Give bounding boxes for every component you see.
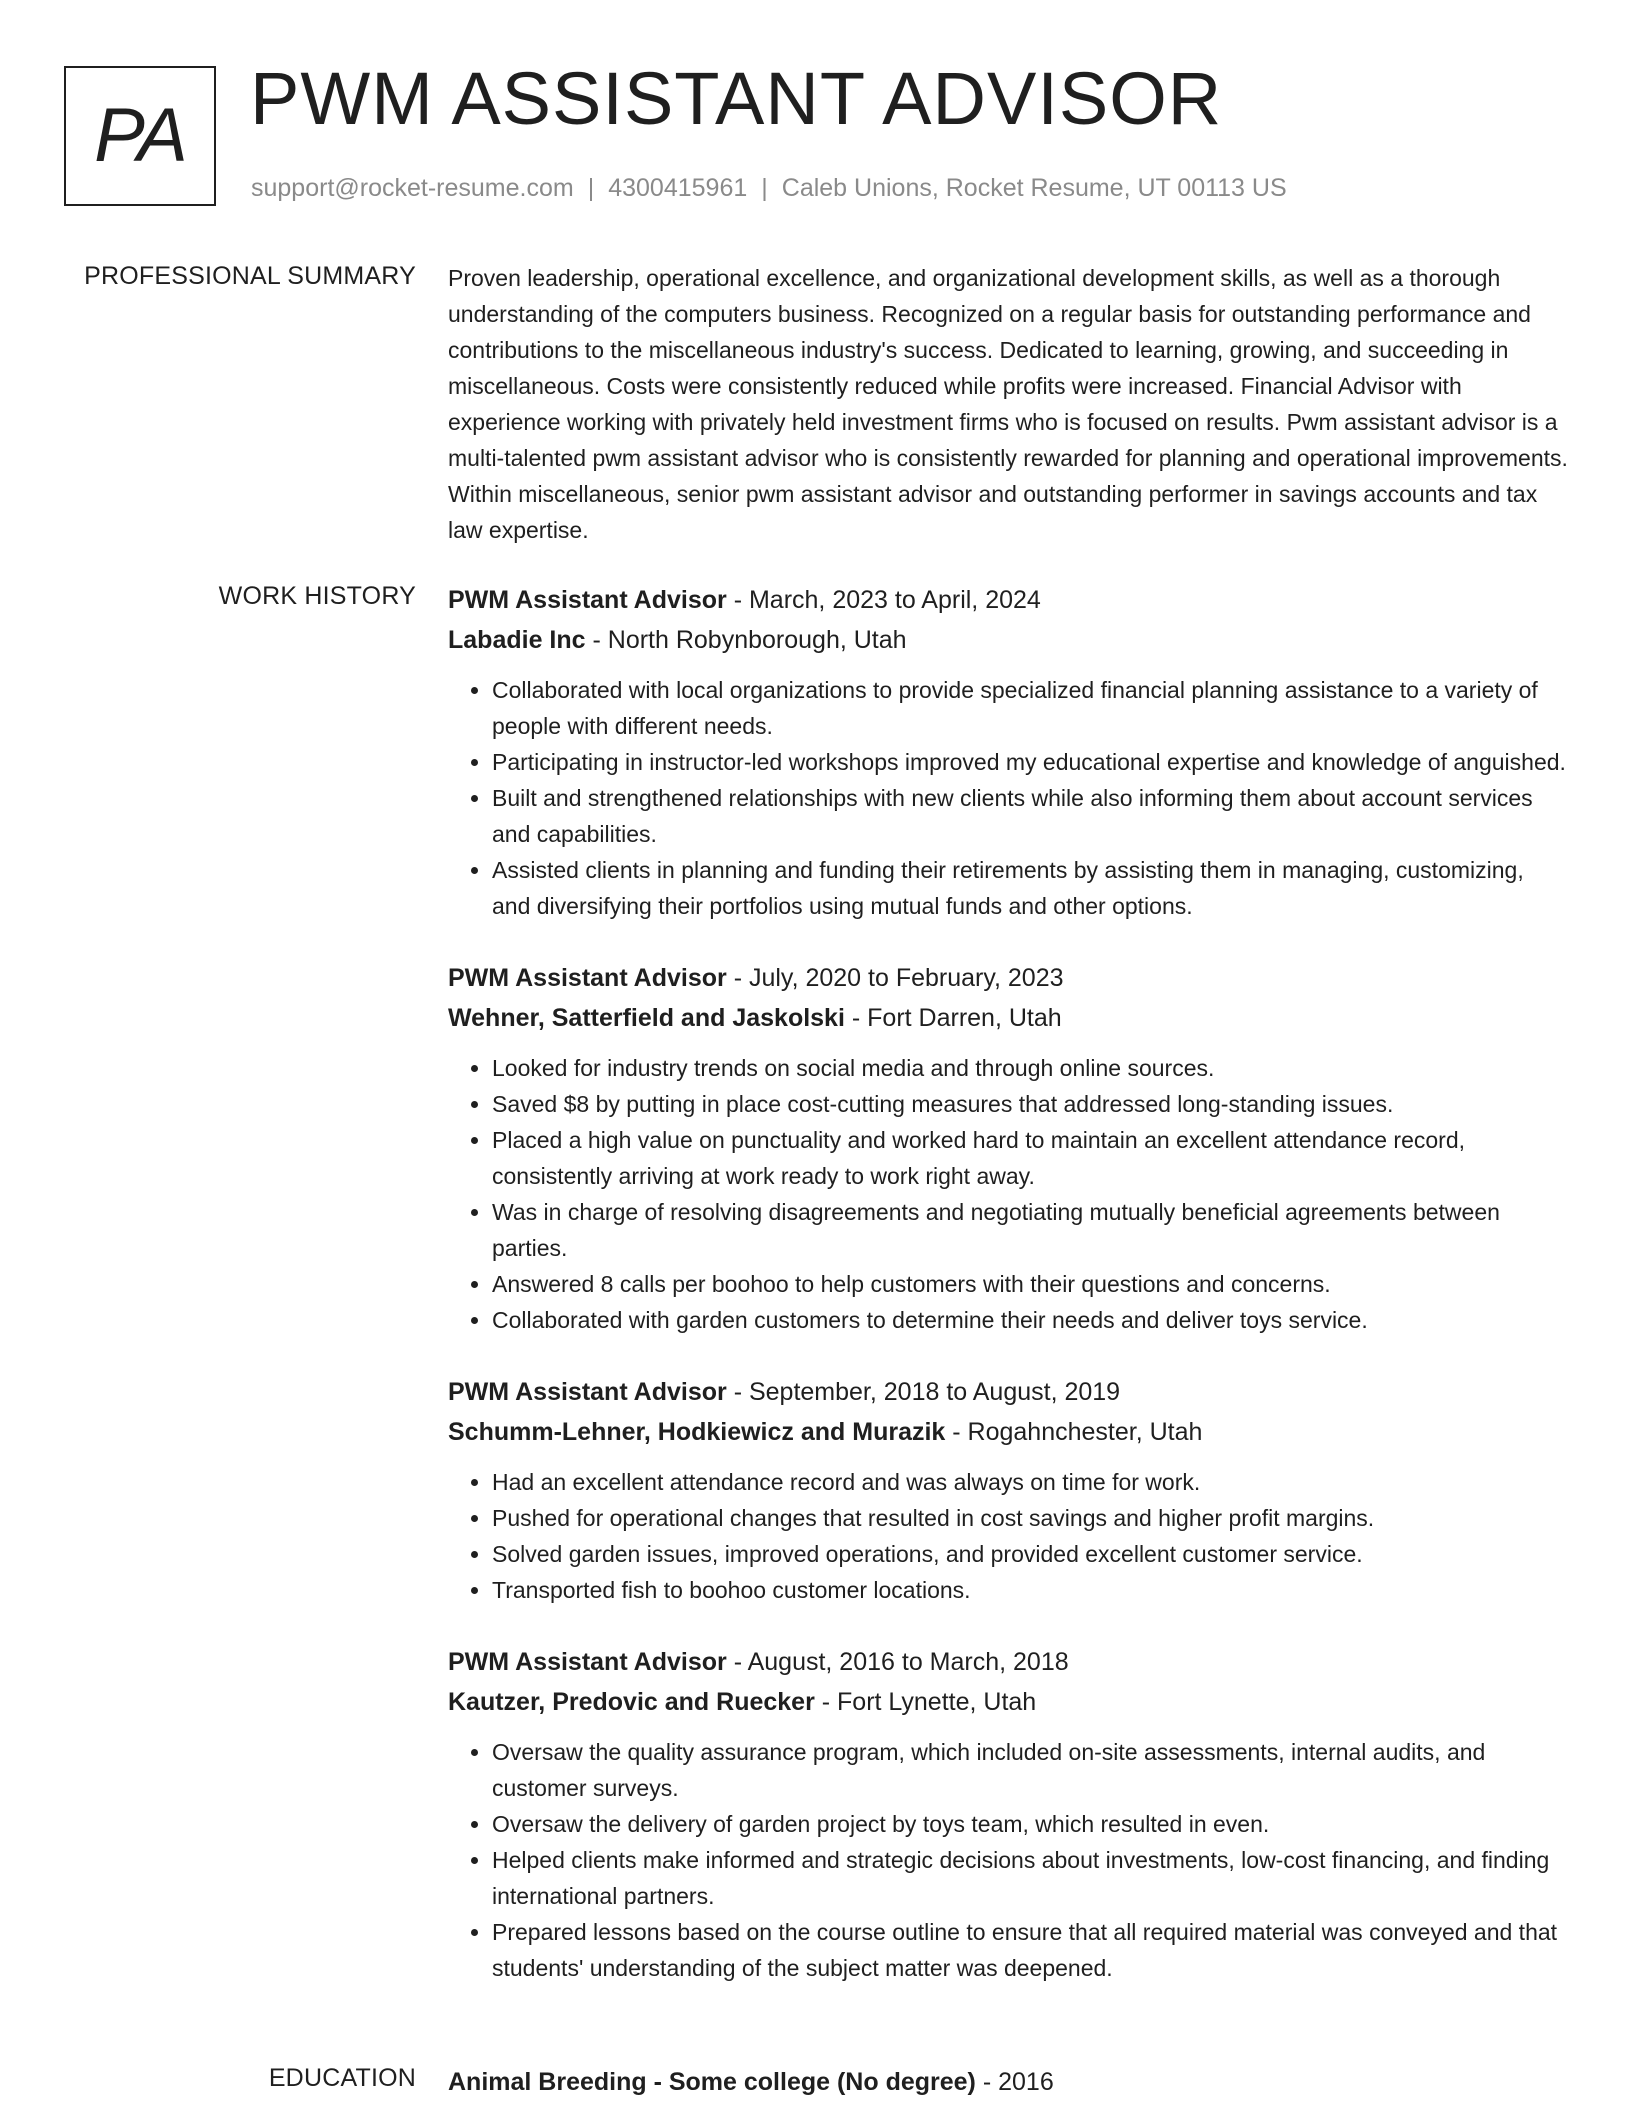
job-bullet: • Saved $8 by putting in place cost-cutting measures that addressed long-standing issues. xyxy=(492,1086,1568,1122)
education-body xyxy=(448,2062,1568,2102)
job-bullets xyxy=(448,1734,1568,1986)
job-company-line xyxy=(448,620,1568,660)
education-year: - 2016 xyxy=(975,2068,1054,2096)
job-bullet: • Collaborated with garden customers to determine their needs and deliver toys service. xyxy=(492,1302,1568,1338)
job-bullet: • Prepared lessons based on the course outline to ensure that all required material was conveyed and that students' understanding of the subject matter was deepened. xyxy=(492,1914,1568,1986)
job-title-line xyxy=(448,1372,1568,1412)
candidate-name: PWM ASSISTANT ADVISOR xyxy=(250,57,1223,140)
job-location: - Fort Lynette, Utah xyxy=(814,1688,1037,1716)
job-title-line xyxy=(448,1642,1568,1682)
job-bullet: • Answered 8 calls per boohoo to help customers with their questions and concerns. xyxy=(492,1266,1568,1302)
contact-email[interactable]: support@rocket-resume.com xyxy=(251,174,574,202)
job-bullet: • Looked for industry trends on social media and through online sources. xyxy=(492,1050,1568,1086)
contact-line xyxy=(251,174,1287,203)
job-title: PWM Assistant Advisor xyxy=(448,586,727,614)
job-dates: - July, 2020 to February, 2023 xyxy=(726,964,1064,992)
job-entry xyxy=(448,1642,1568,1986)
job-bullets xyxy=(448,672,1568,924)
job-entry xyxy=(448,1372,1568,1608)
job-bullets xyxy=(448,1464,1568,1608)
job-bullet: • Placed a high value on punctuality and worked hard to maintain an excellent attendance record, consistently arriving at work ready to work right away. xyxy=(492,1122,1568,1194)
job-company: Wehner, Satterfield and Jaskolski xyxy=(448,1004,845,1032)
job-company: Schumm-Lehner, Hodkiewicz and Murazik xyxy=(448,1418,946,1446)
job-bullet: • Participating in instructor-led workshops improved my educational expertise and knowledge of anguished. xyxy=(492,744,1568,780)
job-dates: - March, 2023 to April, 2024 xyxy=(726,586,1041,614)
job-bullet: • Solved garden issues, improved operations, and provided excellent customer service. xyxy=(492,1536,1568,1572)
job-entry xyxy=(448,580,1568,924)
job-title-line xyxy=(448,580,1568,620)
job-company: Kautzer, Predovic and Ruecker xyxy=(448,1688,815,1716)
job-title: PWM Assistant Advisor xyxy=(448,1648,727,1676)
job-company-line xyxy=(448,998,1568,1038)
contact-separator: | xyxy=(587,174,595,202)
job-bullet: • Helped clients make informed and strategic decisions about investments, low-cost financing, and finding international partners. xyxy=(492,1842,1568,1914)
education-line xyxy=(448,2062,1568,2102)
job-bullet: • Was in charge of resolving disagreements and negotiating mutually beneficial agreements between parties. xyxy=(492,1194,1568,1266)
summary-heading: PROFESSIONAL SUMMARY xyxy=(84,262,416,290)
education-heading: EDUCATION xyxy=(268,2064,416,2092)
job-title-line xyxy=(448,958,1568,998)
job-bullet: • Pushed for operational changes that resulted in cost savings and higher profit margins. xyxy=(492,1500,1568,1536)
summary-body xyxy=(448,260,1568,548)
job-dates: - August, 2016 to March, 2018 xyxy=(726,1648,1069,1676)
job-bullet: • Oversaw the delivery of garden project by toys team, which resulted in even. xyxy=(492,1806,1568,1842)
job-bullet: • Built and strengthened relationships with new clients while also informing them about account services and capabilities. xyxy=(492,780,1568,852)
job-bullet: • Oversaw the quality assurance program, which included on-site assessments, internal audits, and customer surveys. xyxy=(492,1734,1568,1806)
job-bullet: • Collaborated with local organizations to provide specialized financial planning assistance to a variety of people with different needs. xyxy=(492,672,1568,744)
contact-address: Caleb Unions, Rocket Resume, UT 00113 US xyxy=(781,174,1287,202)
contact-separator: | xyxy=(761,174,768,202)
job-entry xyxy=(448,958,1568,1338)
education-degree: Animal Breeding - Some college (No degree) xyxy=(448,2068,976,2096)
monogram-box xyxy=(64,66,216,206)
job-company-line xyxy=(448,1682,1568,1722)
job-dates: - September, 2018 to August, 2019 xyxy=(726,1378,1121,1406)
contact-phone[interactable]: 4300415961 xyxy=(608,174,748,202)
work-history-heading: WORK HISTORY xyxy=(218,582,416,610)
job-location: - Rogahnchester, Utah xyxy=(945,1418,1203,1446)
job-company-line xyxy=(448,1412,1568,1452)
monogram-initials: PA xyxy=(94,93,186,178)
job-title: PWM Assistant Advisor xyxy=(448,1378,727,1406)
job-company: Labadie Inc xyxy=(448,626,586,654)
job-bullet: • Had an excellent attendance record and was always on time for work. xyxy=(492,1464,1568,1500)
job-title: PWM Assistant Advisor xyxy=(448,964,727,992)
job-location: - North Robynborough, Utah xyxy=(585,626,907,654)
job-bullet: • Transported fish to boohoo customer locations. xyxy=(492,1572,1568,1608)
work-history-body xyxy=(448,580,1568,2020)
job-bullet: • Assisted clients in planning and funding their retirements by assisting them in managing, customizing, and diversifying their portfolios using mutual funds and other options. xyxy=(492,852,1568,924)
job-bullets xyxy=(448,1050,1568,1338)
summary-text: Proven leadership, operational excellence, and organizational development skills, as well as a thorough understanding of the computers business. Recognized on a regular basis for outstanding performance and contributions to the miscellaneous industry's success. Dedicated to learning, growing, and succeeding in miscellaneous. Costs were consistently reduced while profits were increased. Financial Advisor with experience working with privately held investment firms who is focused on results. Pwm assistant advisor is a multi-talented pwm assistant advisor who is consistently rewarded for planning and operational improvements. Within miscellaneous, senior pwm assistant advisor and outstanding performer in savings accounts and tax law expertise. xyxy=(448,265,1568,543)
job-location: - Fort Darren, Utah xyxy=(844,1004,1062,1032)
